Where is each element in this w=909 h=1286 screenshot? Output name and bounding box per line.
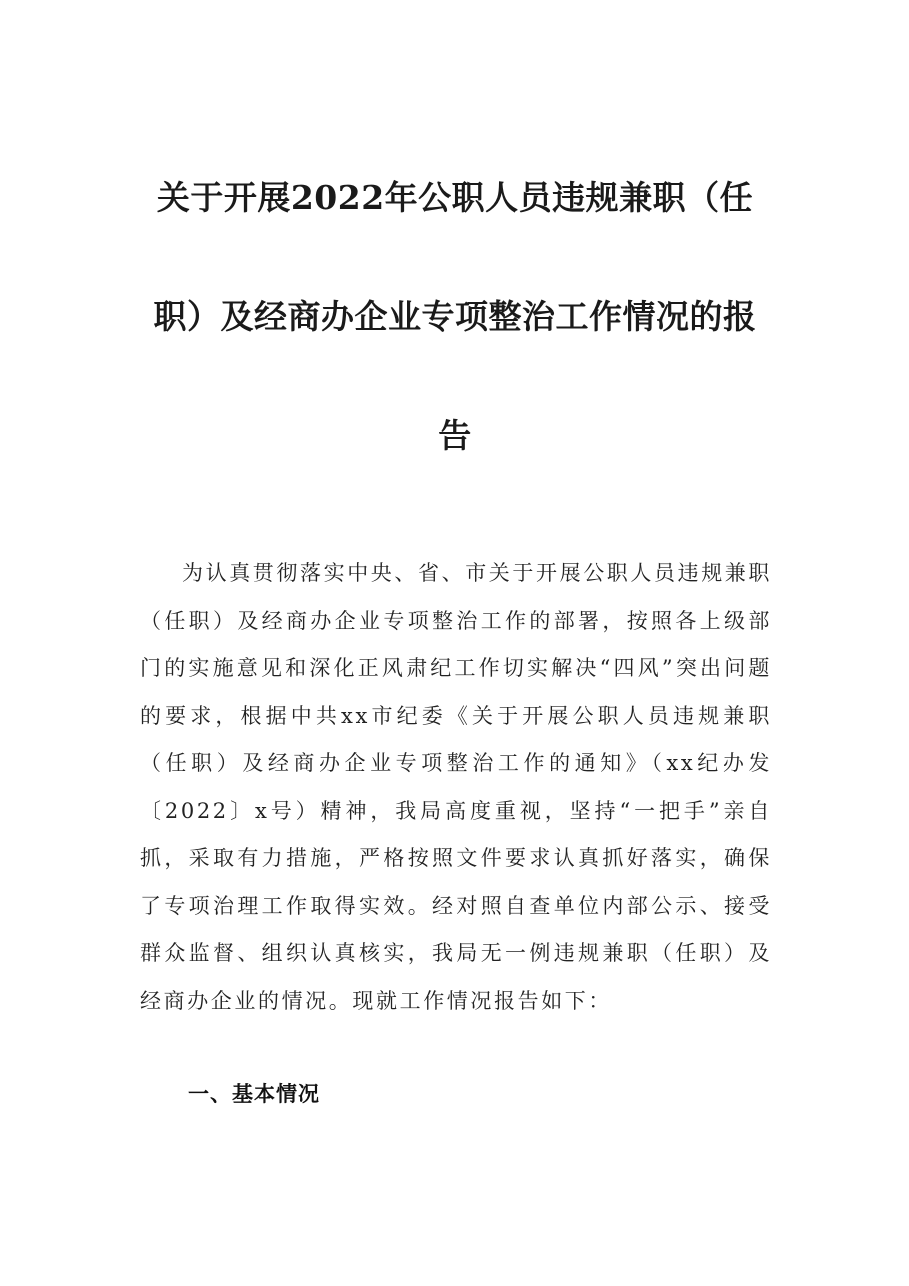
title-line-2: 职）及经商办企业专项整治工作情况的报 — [153, 297, 757, 336]
section-heading-basic-situation: 一、基本情况 — [188, 1082, 320, 1106]
intro-paragraph: 为认真贯彻落实中央、省、市关于开展公职人员违规兼职（任职）及经商办企业专项整治工作的部署，按照各上级部门的实施意见和深化正风肃纪工作切实解决“四风”突出问题的要求，根据中共xx市纪委《关于开展公职人员违规兼职（任职）及经商办企业专项整治工作的通知》（xx纪办发〔2022〕x号）精神，我局高度重视，坚持“一把手”亲自抓，采取有力措施，严格按照文件要求认真抓好落实，确保了专项治理工作取得实效。经对照自查单位内部公示、接受群众监督、组织认真核实，我局无一例违规兼职（任职）及经商办企业的情况。现就工作情况报告如下： — [140, 561, 772, 1013]
title-line-3: 告 — [438, 416, 472, 455]
title-line-1: 关于开展2022年公职人员违规兼职（任 — [156, 178, 754, 217]
document-title — [140, 138, 770, 495]
